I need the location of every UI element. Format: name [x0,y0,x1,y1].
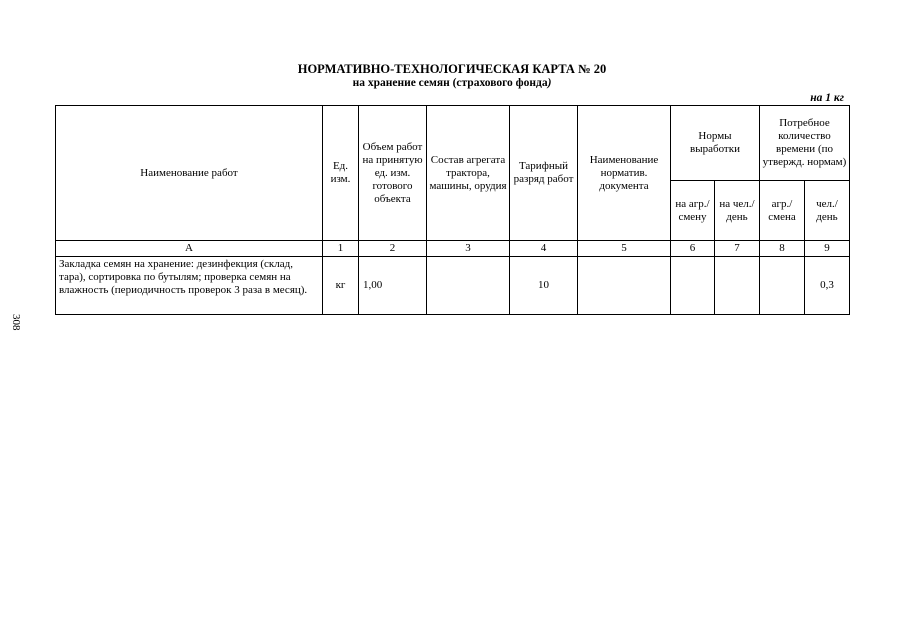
column-number: 5 [578,241,671,257]
header-work-name: Наименование работ [56,106,323,241]
column-number: 9 [805,241,850,257]
header-tariff: Тарифный разряд работ [510,106,578,241]
column-number: 8 [760,241,805,257]
table-row [56,257,850,315]
header-time-need: Потребное количество времени (по утвержд. нормам) [760,106,850,181]
header-volume: Объем работ на принятую ед. изм. готового объекта [359,106,427,241]
unit-note: на 1 кг [810,92,844,104]
column-number: 2 [359,241,427,257]
row-output-agr [671,257,715,315]
header-doc-name: Наименование норматив. документа [578,106,671,241]
header-time-man: чел./ день [805,181,850,241]
row-volume: 1,00 [359,257,427,315]
header-output-agr: на агр./ смену [671,181,715,241]
column-number: 6 [671,241,715,257]
row-unit: кг [323,257,359,315]
page-number: 308 [10,314,22,331]
header-row-1 [56,106,850,181]
column-number: А [56,241,323,257]
card-subtitle-paren: ) [547,77,552,89]
norm-table [55,105,850,315]
header-unit: Ед. изм. [323,106,359,241]
row-composition [427,257,510,315]
row-time-man: 0,3 [805,257,850,315]
card-subtitle-text: на хранение семян (страхового фонда [352,77,548,89]
row-tariff: 10 [510,257,578,315]
header-output-norms: Нормы выработки [671,106,760,181]
row-doc [578,257,671,315]
header-composition: Состав агрегата трактора, машины, орудия [427,106,510,241]
column-number: 3 [427,241,510,257]
column-number: 4 [510,241,578,257]
row-output-man [715,257,760,315]
row-time-agr [760,257,805,315]
header-output-man: на чел./ день [715,181,760,241]
column-number: 1 [323,241,359,257]
column-number-row [56,241,850,257]
column-number: 7 [715,241,760,257]
header-time-agr: агр./ смена [760,181,805,241]
card-subtitle [0,77,904,90]
row-work-name: Закладка семян на хранение: дезинфекция (склад, тара), сортировка по бутылям; проверка семян на влажность (периодичность проверок 3 раза в месяц). [56,257,323,315]
card-title: НОРМАТИВНО-ТЕХНОЛОГИЧЕСКАЯ КАРТА № 20 [297,62,607,76]
